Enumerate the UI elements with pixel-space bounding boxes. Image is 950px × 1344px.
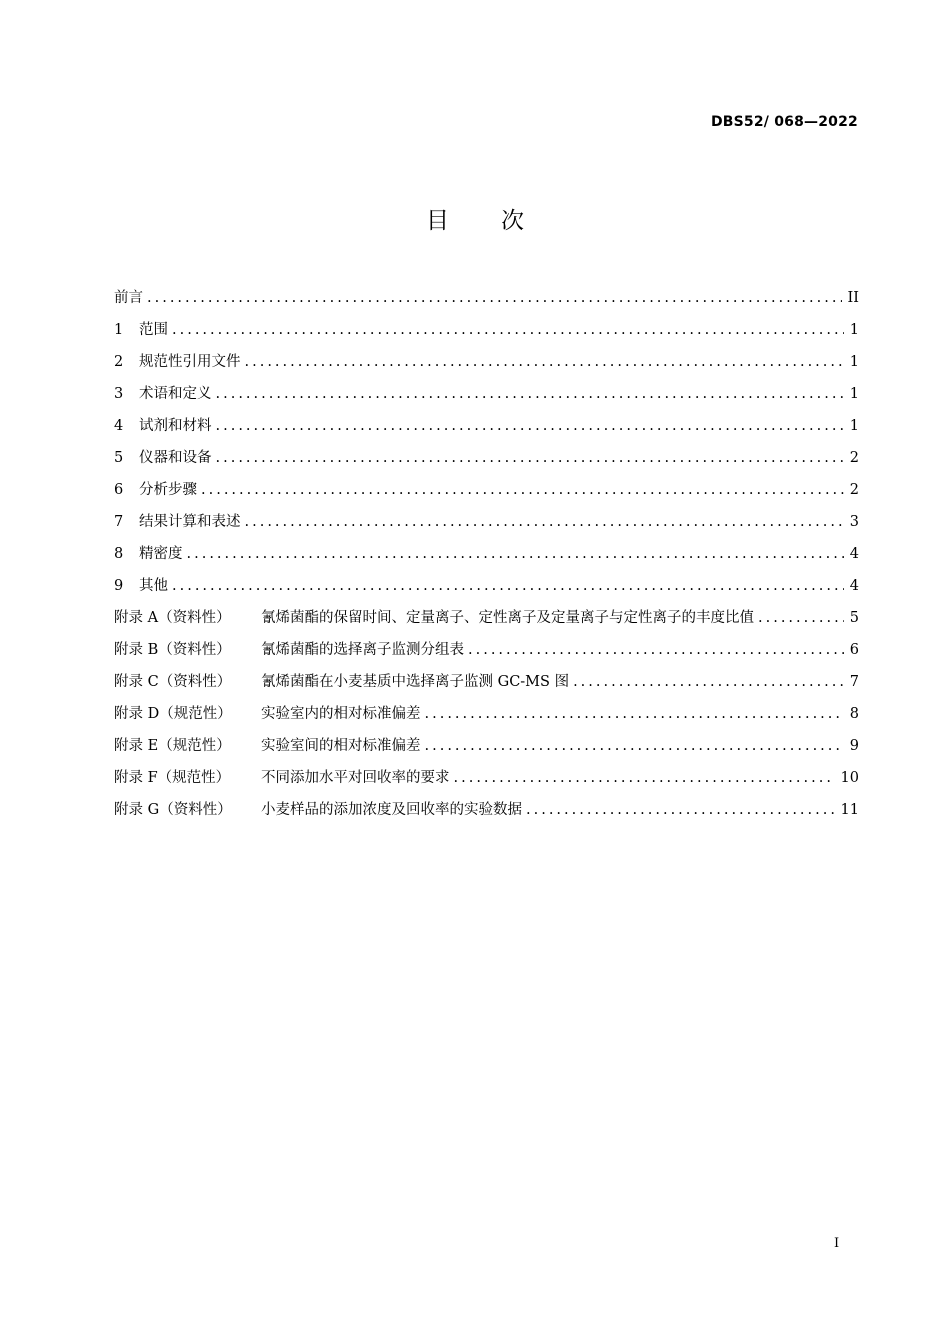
toc-entry-label: 不同添加水平对回收率的要求 (261, 770, 450, 786)
page-number: I (834, 1236, 840, 1251)
dot-leader (468, 642, 844, 658)
toc-annex-label: 附录 B（资料性） (114, 642, 231, 658)
toc-entry-annex-a[interactable] (114, 606, 859, 638)
dot-leader (454, 770, 835, 786)
toc-entry-label: 实验室内的相对标准偏差 (261, 706, 421, 722)
toc-entry-annex-g[interactable] (114, 798, 859, 830)
toc-entry-1[interactable] (114, 318, 859, 350)
toc-entry-label: 氰烯菌酯的选择离子监测分组表 (261, 642, 464, 658)
toc-entry-page: 4 (849, 578, 859, 594)
toc-entry-label: 分析步骤 (139, 482, 197, 498)
toc-entry-label: 氰烯菌酯的保留时间、定量离子、定性离子及定量离子与定性离子的丰度比值 (261, 610, 754, 626)
dot-leader (147, 290, 842, 306)
toc-entry-4[interactable] (114, 414, 859, 446)
toc-annex-label: 附录 E（规范性） (114, 738, 231, 754)
toc-entry-annex-b[interactable] (114, 638, 859, 670)
dot-leader (245, 354, 844, 370)
toc-entry-7[interactable] (114, 510, 859, 542)
dot-leader (245, 514, 844, 530)
toc-entry-8[interactable] (114, 542, 859, 574)
toc-entry-number: 7 (114, 514, 124, 530)
toc-entry-page: 11 (840, 802, 859, 818)
toc-entry-6[interactable] (114, 478, 859, 510)
toc-entry-number: 9 (114, 578, 124, 594)
toc-entry-number: 4 (114, 418, 124, 434)
toc-entry-label: 规范性引用文件 (139, 354, 241, 370)
toc-entry-page: 7 (849, 674, 859, 690)
toc-entry-page: 2 (849, 482, 859, 498)
toc-entry-page: 4 (849, 546, 859, 562)
toc-annex-label: 附录 F（规范性） (114, 770, 231, 786)
toc-entry-page: 8 (849, 706, 859, 722)
document-code: DBS52/ 068—2022 (710, 114, 858, 130)
toc-entry-annex-d[interactable] (114, 702, 859, 734)
toc-entry-label: 试剂和材料 (139, 418, 212, 434)
toc-entry-label: 氰烯菌酯在小麦基质中选择离子监测 GC-MS 图 (261, 674, 570, 690)
toc-entry-label: 小麦样品的添加浓度及回收率的实验数据 (261, 802, 522, 818)
toc-entry-number: 1 (114, 322, 124, 338)
dot-leader (526, 802, 835, 818)
toc-entry-annex-c[interactable] (114, 670, 859, 702)
toc-title: 目次 (426, 208, 576, 234)
toc-entry-annex-e[interactable] (114, 734, 859, 766)
toc-entry-label: 范围 (139, 322, 168, 338)
toc-entry-number: 2 (114, 354, 124, 370)
toc-entry-number: 8 (114, 546, 124, 562)
table-of-contents (114, 286, 859, 830)
toc-annex-label: 附录 D（规范性） (114, 706, 232, 722)
toc-entry-page: II (847, 290, 859, 306)
toc-annex-label: 附录 G（资料性） (114, 802, 232, 818)
toc-entry-page: 6 (849, 642, 859, 658)
toc-entry-label: 仪器和设备 (139, 450, 212, 466)
toc-annex-label: 附录 A（资料性） (114, 610, 231, 626)
toc-entry-page: 1 (849, 354, 859, 370)
toc-entry-annex-f[interactable] (114, 766, 859, 798)
dot-leader (758, 610, 844, 626)
dot-leader (187, 546, 844, 562)
dot-leader (216, 450, 844, 466)
dot-leader (573, 674, 844, 690)
toc-entry-page: 1 (849, 386, 859, 402)
dot-leader (425, 738, 844, 754)
toc-entry-label: 术语和定义 (139, 386, 212, 402)
toc-entry-page: 5 (849, 610, 859, 626)
dot-leader (216, 386, 844, 402)
toc-entry-3[interactable] (114, 382, 859, 414)
toc-entry-label: 实验室间的相对标准偏差 (261, 738, 421, 754)
toc-entry-number: 5 (114, 450, 124, 466)
toc-entry-foreword[interactable] (114, 286, 859, 318)
toc-annex-label: 附录 C（资料性） (114, 674, 232, 690)
toc-entry-page: 3 (849, 514, 859, 530)
toc-entry-page: 10 (840, 770, 859, 786)
dot-leader (201, 482, 844, 498)
dot-leader (216, 418, 844, 434)
toc-entry-page: 9 (849, 738, 859, 754)
toc-entry-label: 结果计算和表述 (139, 514, 241, 530)
toc-entry-label: 前言 (114, 290, 143, 306)
toc-entry-2[interactable] (114, 350, 859, 382)
dot-leader (172, 578, 844, 594)
toc-entry-9[interactable] (114, 574, 859, 606)
toc-entry-page: 1 (849, 418, 859, 434)
toc-entry-5[interactable] (114, 446, 859, 478)
dot-leader (425, 706, 844, 722)
toc-entry-number: 3 (114, 386, 124, 402)
dot-leader (172, 322, 844, 338)
toc-entry-label: 精密度 (139, 546, 183, 562)
toc-entry-number: 6 (114, 482, 124, 498)
toc-entry-page: 2 (849, 450, 859, 466)
toc-entry-page: 1 (849, 322, 859, 338)
toc-entry-label: 其他 (139, 578, 168, 594)
